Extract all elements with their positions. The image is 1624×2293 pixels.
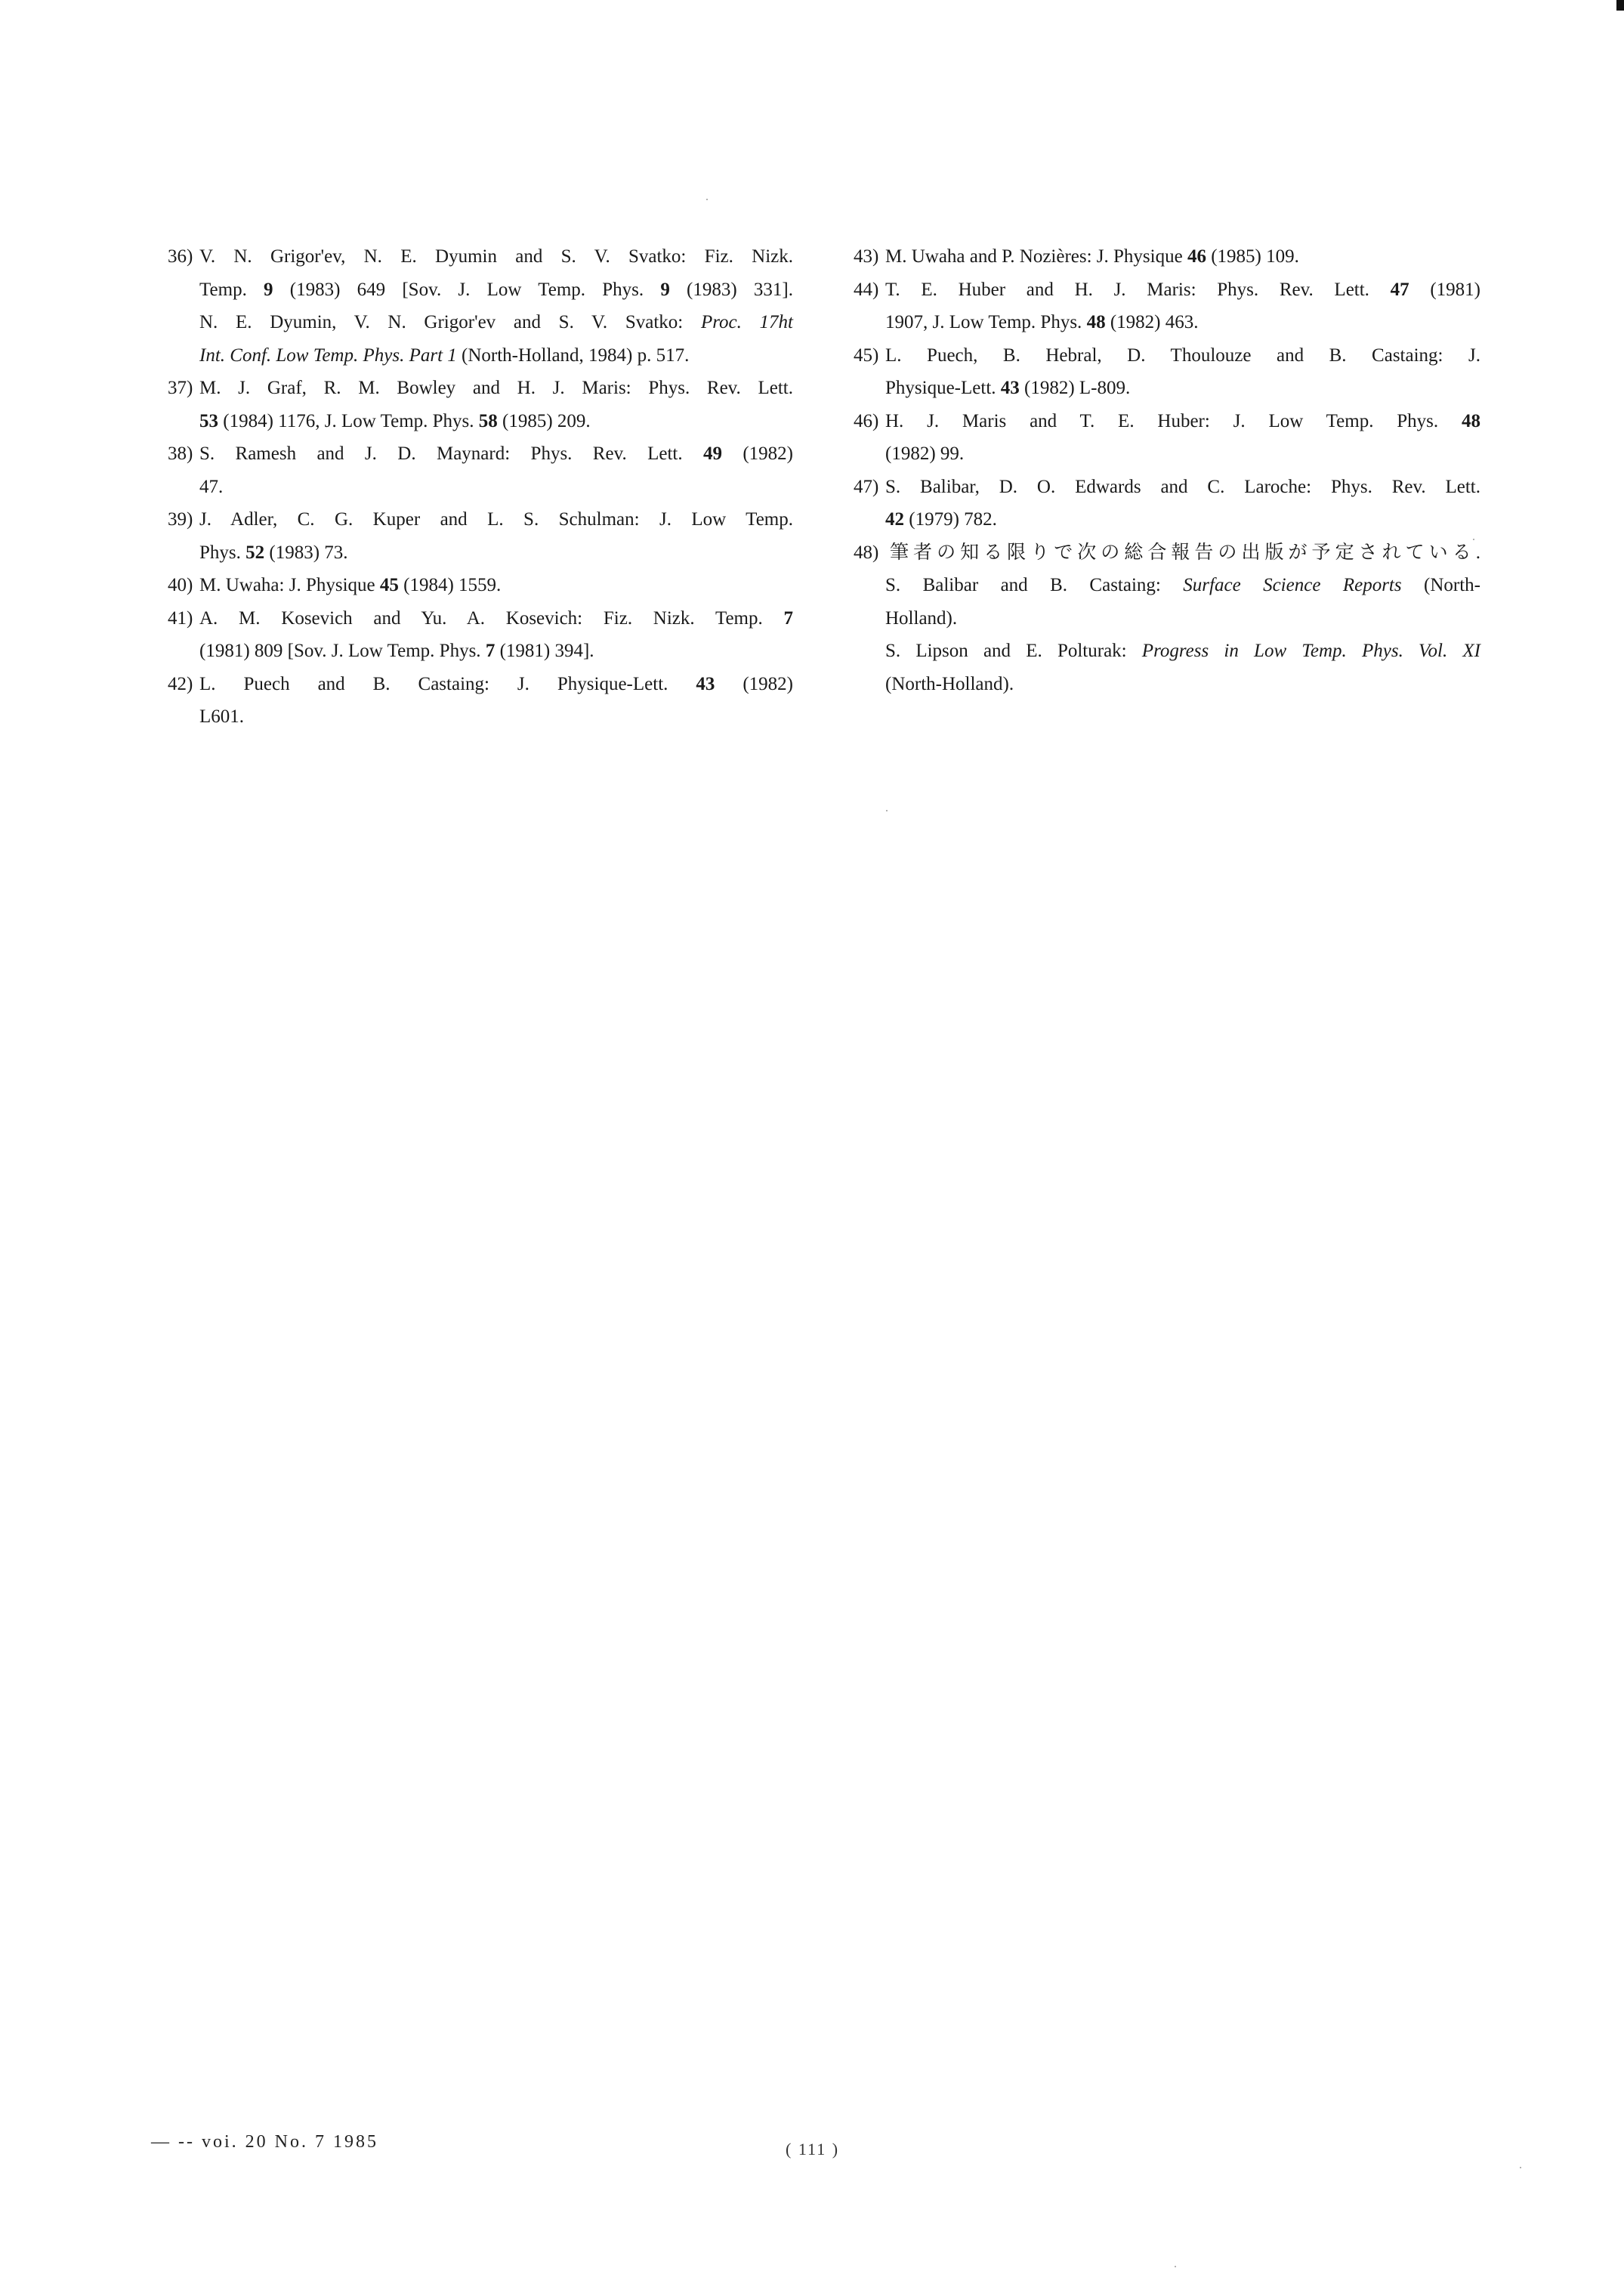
reference-line xyxy=(168,240,793,273)
reference-line xyxy=(168,569,793,602)
reference-title: Int. Conf. Low Temp. Phys. Part 1 xyxy=(199,345,457,366)
reference-number: 42) xyxy=(168,673,193,694)
reference-text: M. J. Graf, R. M. Bowley and H. J. Maris: Phys. Rev. Lett. xyxy=(199,378,793,398)
reference-entry xyxy=(168,240,793,372)
reference-title: Progress in Low Temp. Phys. Vol. XI xyxy=(1141,641,1480,661)
reference-number: 40) xyxy=(168,575,193,595)
reference-text: (1983) 649 [Sov. J. Low Temp. Phys. xyxy=(273,279,661,300)
reference-number: 37) xyxy=(168,378,193,398)
reference-line xyxy=(854,569,1480,602)
reference-text: (1985) 109. xyxy=(1206,246,1299,267)
reference-volume: 45 xyxy=(379,575,399,595)
reference-volume: 58 xyxy=(478,410,498,431)
reference-line xyxy=(854,339,1480,372)
reference-text: Temp. xyxy=(199,279,264,300)
reference-text: (1981) 394]. xyxy=(495,641,594,661)
reference-text: (1984) 1176, J. Low Temp. Phys. xyxy=(218,410,479,431)
reference-text: (North-Holland, 1984) p. 517. xyxy=(456,345,690,366)
reference-line xyxy=(854,503,1480,536)
reference-text: H. J. Maris and T. E. Huber: J. Low Temp. Phys. xyxy=(885,410,1462,431)
page-corner-mark xyxy=(1616,0,1624,11)
scan-speck xyxy=(706,199,708,200)
scan-speck xyxy=(1473,539,1474,540)
reference-text: L. Puech, B. Hebral, D. Thoulouze and B. Castaing: J. xyxy=(885,345,1480,366)
reference-number: 48) xyxy=(854,542,879,563)
reference-entry xyxy=(168,503,793,569)
reference-volume: 47 xyxy=(1390,279,1409,300)
reference-volume: 9 xyxy=(264,279,273,300)
reference-text: (North-Holland). xyxy=(885,673,1014,694)
reference-entry xyxy=(854,339,1480,405)
reference-text: 1907, J. Low Temp. Phys. xyxy=(885,312,1087,332)
reference-text: (1981) xyxy=(1409,279,1480,300)
reference-text: S. Ramesh and J. D. Maynard: Phys. Rev. Lett. xyxy=(199,443,703,464)
reference-text: (1983) 73. xyxy=(264,542,348,563)
reference-line xyxy=(854,372,1480,405)
reference-volume: 7 xyxy=(485,641,496,661)
reference-line xyxy=(168,602,793,635)
reference-number: 39) xyxy=(168,509,193,530)
reference-text: (1984) 1559. xyxy=(398,575,502,595)
reference-text: (1982) L-809. xyxy=(1019,378,1131,398)
reference-text: (North- xyxy=(1401,575,1481,595)
reference-number: 36) xyxy=(168,246,193,267)
reference-text: S. Balibar and B. Castaing: xyxy=(885,575,1184,595)
reference-line xyxy=(854,471,1480,504)
reference-line xyxy=(854,536,1480,570)
reference-text: L601. xyxy=(199,706,245,727)
reference-text: Physique-Lett. xyxy=(885,378,1001,398)
reference-line xyxy=(168,339,793,372)
reference-text: S. Lipson and E. Polturak: xyxy=(885,641,1142,661)
reference-entry xyxy=(168,372,793,437)
reference-entry xyxy=(168,437,793,503)
reference-text: 47. xyxy=(199,476,224,497)
reference-number: 44) xyxy=(854,279,879,300)
reference-volume: 48 xyxy=(1462,410,1480,431)
reference-line xyxy=(854,437,1480,471)
reference-line xyxy=(168,503,793,536)
reference-line xyxy=(168,471,793,504)
reference-title: Surface Science Reports xyxy=(1183,575,1402,595)
reference-line xyxy=(168,536,793,570)
reference-text: Holland). xyxy=(885,607,958,629)
reference-entry xyxy=(854,471,1480,536)
reference-entry xyxy=(854,273,1480,339)
scan-speck xyxy=(1520,2167,1521,2168)
reference-text: N. E. Dyumin, V. N. Grigor'ev and S. V. Svatko: xyxy=(199,312,701,332)
reference-title: Proc. 17ht xyxy=(700,312,793,332)
reference-line xyxy=(168,306,793,339)
reference-line xyxy=(168,273,793,307)
reference-text: Phys. xyxy=(199,542,246,563)
reference-text: (1979) 782. xyxy=(904,509,997,530)
reference-text: T. E. Huber and H. J. Maris: Phys. Rev. Lett. xyxy=(885,279,1391,300)
reference-line xyxy=(168,668,793,701)
reference-text: S. Balibar, D. O. Edwards and C. Laroche: Phys. Rev. Lett. xyxy=(885,476,1480,497)
reference-text: (1985) 209. xyxy=(497,410,591,431)
reference-volume: 49 xyxy=(702,443,722,464)
reference-text: V. N. Grigor'ev, N. E. Dyumin and S. V. Svatko: Fiz. Nizk. xyxy=(199,246,793,267)
reference-volume: 9 xyxy=(660,279,670,300)
reference-text: L. Puech and B. Castaing: J. Physique-Lett. xyxy=(199,673,696,694)
reference-entry xyxy=(854,405,1480,471)
reference-text: J. Adler, C. G. Kuper and L. S. Schulman: J. Low Temp. xyxy=(199,509,793,530)
reference-line xyxy=(854,240,1480,273)
reference-text: M. Uwaha and P. Nozières: J. Physique xyxy=(885,246,1187,267)
reference-number: 45) xyxy=(854,345,879,366)
reference-line xyxy=(168,700,793,734)
reference-text: M. Uwaha: J. Physique xyxy=(199,575,380,595)
reference-number: 38) xyxy=(168,443,193,464)
reference-text: (1982) xyxy=(715,673,793,694)
reference-number: 47) xyxy=(854,476,879,497)
references-right-column xyxy=(854,240,1480,700)
reference-line xyxy=(854,602,1480,635)
reference-line xyxy=(168,405,793,438)
reference-line xyxy=(168,372,793,405)
reference-volume: 48 xyxy=(1086,312,1106,332)
reference-volume: 42 xyxy=(885,509,904,530)
reference-entry xyxy=(854,240,1480,273)
scan-speck xyxy=(886,810,888,811)
reference-text: (1982) xyxy=(721,443,793,464)
reference-entry xyxy=(168,668,793,734)
reference-text: 筆者の知る限りで次の総合報告の出版が予定されている. xyxy=(885,542,1480,563)
reference-number: 46) xyxy=(854,410,879,431)
reference-text: (1982) 463. xyxy=(1105,312,1199,332)
reference-line xyxy=(854,635,1480,668)
reference-line xyxy=(854,405,1480,438)
reference-volume: 43 xyxy=(696,673,715,694)
reference-text: (1982) 99. xyxy=(885,443,965,464)
reference-text: (1981) 809 [Sov. J. Low Temp. Phys. xyxy=(199,641,486,661)
reference-number: 43) xyxy=(854,246,879,267)
reference-volume: 7 xyxy=(783,607,793,629)
reference-line xyxy=(168,437,793,471)
reference-volume: 43 xyxy=(1000,378,1020,398)
reference-entry xyxy=(168,569,793,602)
reference-volume: 46 xyxy=(1187,246,1206,267)
reference-number: 41) xyxy=(168,607,193,629)
scan-speck xyxy=(1175,2266,1176,2267)
reference-volume: 52 xyxy=(245,542,265,563)
reference-entry xyxy=(168,602,793,668)
footer-journal-info: — -- voi. 20 No. 7 1985 xyxy=(151,2132,378,2152)
reference-line xyxy=(168,635,793,668)
footer-page-number: ( 111 ) xyxy=(786,2140,840,2159)
reference-line xyxy=(854,668,1480,701)
references-left-column xyxy=(168,240,793,734)
reference-line xyxy=(854,273,1480,307)
reference-text: (1983) 331]. xyxy=(669,279,794,300)
reference-volume: 53 xyxy=(199,410,218,431)
reference-entry xyxy=(854,536,1480,701)
reference-text: A. M. Kosevich and Yu. A. Kosevich: Fiz. Nizk. Temp. xyxy=(199,607,784,629)
reference-line xyxy=(854,306,1480,339)
